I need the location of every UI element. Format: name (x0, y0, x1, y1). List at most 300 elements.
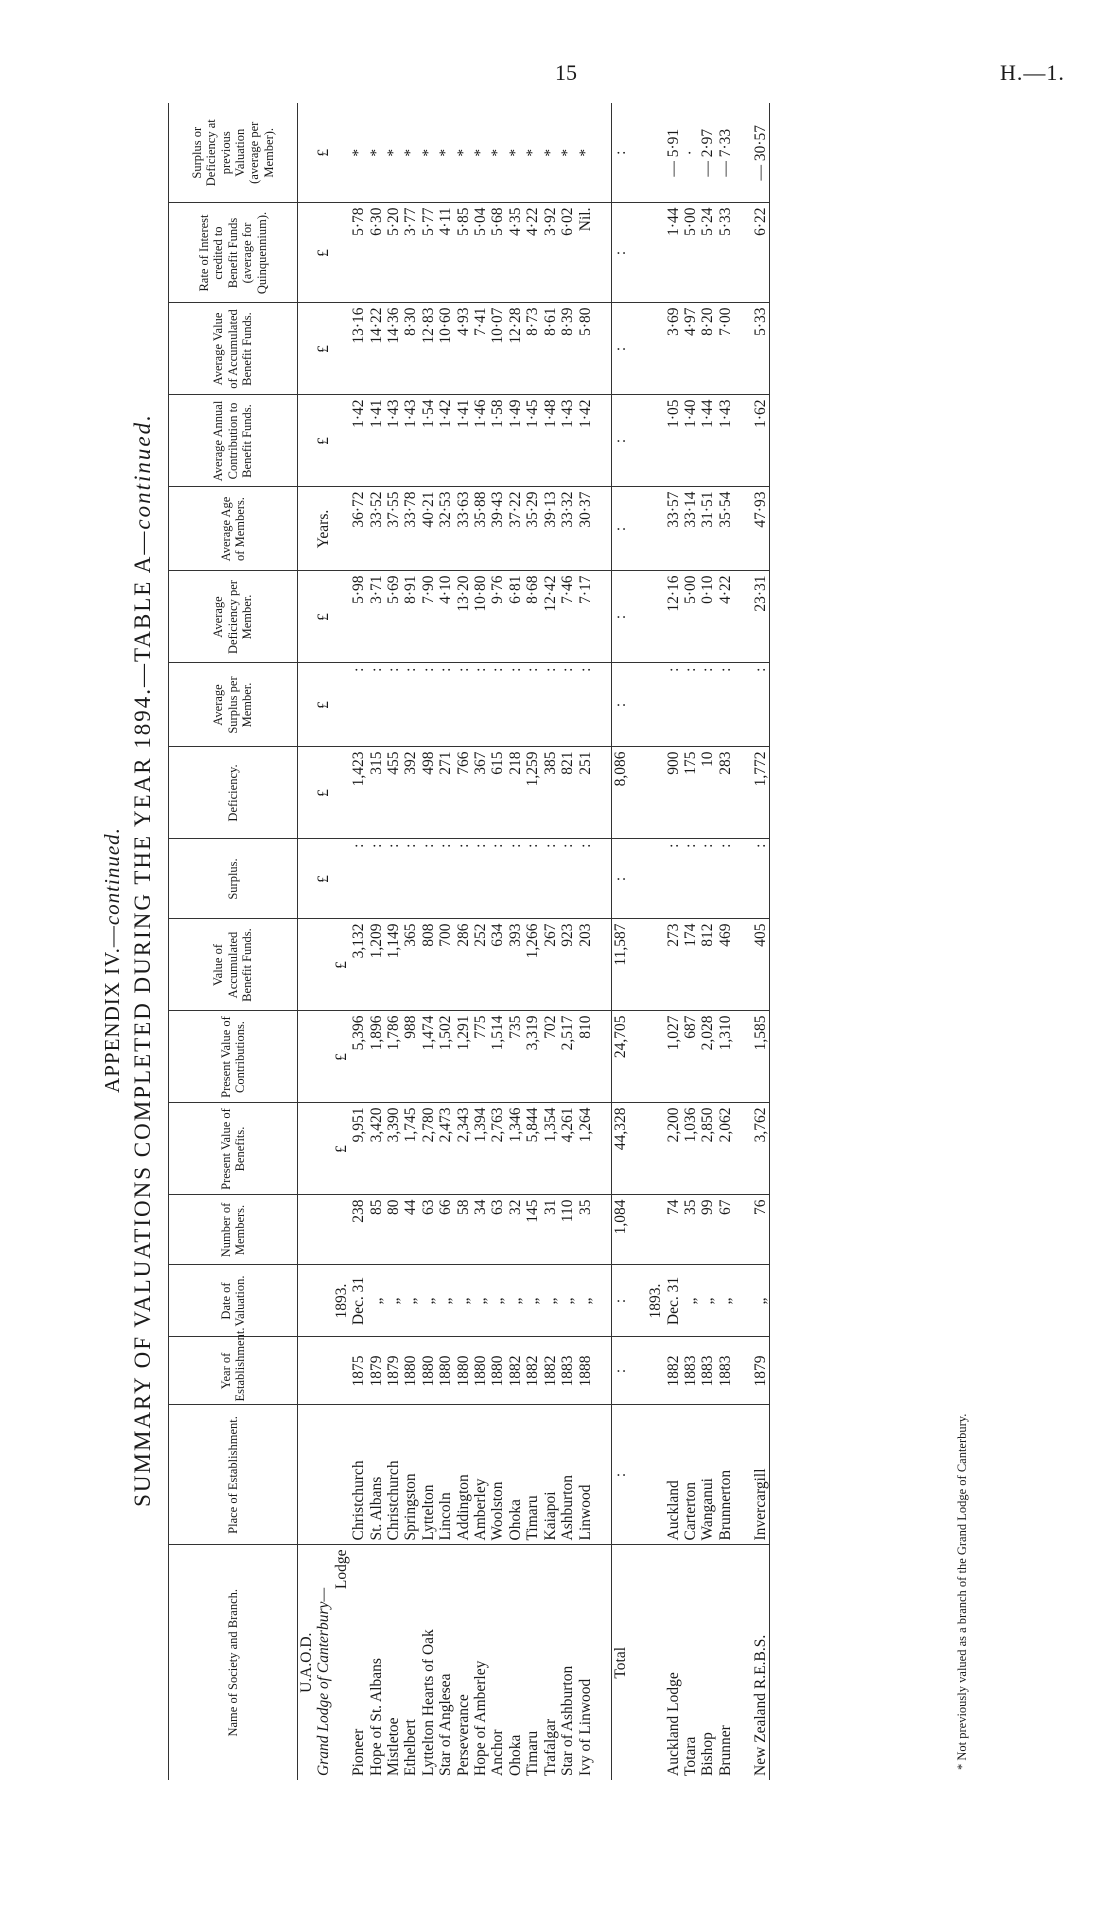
branch-row (577, 103, 594, 1780)
contributions-value: 702 (542, 1011, 559, 1103)
valuation-date: Dec. 31 (350, 1265, 367, 1337)
empty-cell (734, 1103, 751, 1195)
valuation-date: „ (489, 1265, 506, 1337)
total-year: : (612, 1337, 630, 1405)
avg-age: 37·55 (385, 487, 402, 571)
benefits-value: 2,763 (489, 1103, 506, 1195)
contributions-value: 1,514 (489, 1011, 506, 1103)
rotated-table-page (100, 119, 1000, 1780)
empty-cell (734, 1011, 751, 1103)
year: 1880 (402, 1337, 419, 1405)
grand-lodge-row (315, 103, 332, 1780)
deficiency: 615 (489, 747, 506, 839)
deficiency: 455 (385, 747, 402, 839)
contributions-value: 810 (577, 1011, 594, 1103)
empty-cell (594, 747, 612, 839)
col-members: Number of Members. (169, 1195, 298, 1265)
benefits-value: 5,844 (524, 1103, 541, 1195)
funds-value: 286 (455, 919, 472, 1011)
total-empty: : (612, 571, 630, 663)
total-empty: : (612, 203, 630, 303)
avg-funds: 13·16 (350, 303, 367, 395)
document-reference: H.—1. (1000, 60, 1065, 85)
contributions-value: 1,585 (752, 1011, 770, 1103)
col-year: Year of Establishment. (169, 1337, 298, 1405)
empty-cell (630, 1011, 647, 1103)
funds-value: 469 (717, 919, 734, 1011)
avg-annual: 1·44 (699, 395, 716, 487)
branch-row (559, 103, 576, 1780)
surplus: : (752, 839, 770, 919)
branch-row (542, 103, 559, 1780)
branch-row (402, 103, 419, 1780)
table-body (298, 103, 770, 1780)
avg-funds: 10·07 (489, 303, 506, 395)
place: Addington (455, 1405, 472, 1545)
branch-row (489, 103, 506, 1780)
year: 1883 (682, 1337, 699, 1405)
empty-cell (594, 839, 612, 919)
avg-annual: 1·40 (682, 395, 699, 487)
deficiency: 218 (507, 747, 524, 839)
page-number: 15 (555, 60, 577, 85)
unit-annual: £ (315, 395, 332, 487)
empty-cell (647, 1011, 664, 1103)
empty-cell (647, 395, 664, 487)
contributions-value: 1,502 (437, 1011, 454, 1103)
members: 145 (524, 1195, 541, 1265)
branch-row (472, 103, 489, 1780)
unit-benefits: £ (333, 1103, 350, 1195)
empty-cell (647, 571, 664, 663)
avg-age: 33·14 (682, 487, 699, 571)
avg-annual: 1·43 (717, 395, 734, 487)
deficiency: 821 (559, 747, 576, 839)
benefits-value: 2,850 (699, 1103, 716, 1195)
benefits-value: 9,951 (350, 1103, 367, 1195)
avg-surplus: : (472, 663, 489, 747)
empty-cell (630, 1337, 647, 1405)
unit-avg-deficiency: £ (315, 571, 332, 663)
members: 74 (665, 1195, 682, 1265)
avg-annual: 1·45 (524, 395, 541, 487)
avg-surplus: : (577, 663, 594, 747)
deficiency: 175 (682, 747, 699, 839)
year: 1880 (455, 1337, 472, 1405)
valuation-date: „ (699, 1265, 716, 1337)
auckland-date-row (647, 103, 664, 1780)
previous-valuation: * (455, 103, 472, 203)
interest-rate: 5·77 (420, 203, 437, 303)
spacer-row (594, 103, 612, 1780)
benefits-value: 4,261 (559, 1103, 576, 1195)
surplus: : (402, 839, 419, 919)
avg-funds: 8·61 (542, 303, 559, 395)
avg-deficiency: 3·71 (368, 571, 385, 663)
funds-value: 273 (665, 919, 682, 1011)
surplus: : (665, 839, 682, 919)
benefits-value: 1,745 (402, 1103, 419, 1195)
empty-cell (594, 919, 612, 1011)
avg-surplus: : (524, 663, 541, 747)
avg-funds: 8·20 (699, 303, 716, 395)
col-funds: Value of Accumulated Benefit Funds. (169, 919, 298, 1011)
funds-value: 1,149 (385, 919, 402, 1011)
avg-deficiency: 7·46 (559, 571, 576, 663)
total-place: : (612, 1405, 630, 1545)
place: St. Albans (368, 1405, 385, 1545)
previous-valuation: * (402, 103, 419, 203)
benefits-value: 3,420 (368, 1103, 385, 1195)
empty-cell (630, 303, 647, 395)
deficiency: 766 (455, 747, 472, 839)
empty-cell (594, 1195, 612, 1265)
col-society: Name of Society and Branch. (169, 1545, 298, 1780)
funds-value: 3,132 (350, 919, 367, 1011)
branch-row (507, 103, 524, 1780)
empty-cell (594, 663, 612, 747)
col-previous: Surplus or Deficiency at previous Valuation (average per Member). (169, 103, 298, 203)
valuation-date: „ (559, 1265, 576, 1337)
avg-age: 47·93 (752, 487, 770, 571)
total-empty: : (612, 663, 630, 747)
branch-name: Hope of Amberley (472, 1660, 490, 1776)
previous-valuation: * (368, 103, 385, 203)
avg-annual: 1·48 (542, 395, 559, 487)
previous-valuation: * (472, 103, 489, 203)
deficiency: 900 (665, 747, 682, 839)
funds-value: 808 (420, 919, 437, 1011)
avg-deficiency: 10·80 (472, 571, 489, 663)
empty-cell (630, 1405, 647, 1545)
avg-funds: 4·97 (682, 303, 699, 395)
valuation-date: „ (752, 1265, 770, 1337)
empty-cell (594, 203, 612, 303)
col-date: Date of Valuation. (169, 1265, 298, 1337)
benefits-value: 2,062 (717, 1103, 734, 1195)
avg-age: 33·52 (368, 487, 385, 571)
avg-deficiency: 0·10 (699, 571, 716, 663)
funds-value: 923 (559, 919, 576, 1011)
branch-row (368, 103, 385, 1780)
avg-annual: 1·42 (437, 395, 454, 487)
interest-rate: 5·78 (350, 203, 367, 303)
surplus: : (420, 839, 437, 919)
col-interest: Rate of Interest credited to Benefit Funds (average for Quinquennium). (169, 203, 298, 303)
total-surplus: : (612, 839, 630, 919)
empty-cell (594, 303, 612, 395)
benefits-value: 3,390 (385, 1103, 402, 1195)
valuation-date: „ (472, 1265, 489, 1337)
branch-name: Pioneer (350, 1728, 368, 1776)
empty-cell (647, 487, 664, 571)
place: Auckland (665, 1405, 682, 1545)
unit-avg-surplus: £ (315, 663, 332, 747)
branch-row (717, 103, 734, 1780)
avg-surplus: : (507, 663, 524, 747)
place: Woolston (489, 1405, 506, 1545)
unit-surplus: £ (315, 839, 332, 919)
place: Ohoka (507, 1405, 524, 1545)
funds-value: 174 (682, 919, 699, 1011)
avg-age: 39·43 (489, 487, 506, 571)
empty-cell (647, 839, 664, 919)
previous-valuation: * (577, 103, 594, 203)
empty-cell (630, 663, 647, 747)
empty-cell (647, 1103, 664, 1195)
interest-rate: 6·30 (368, 203, 385, 303)
members: 110 (559, 1195, 576, 1265)
avg-deficiency: 4·22 (717, 571, 734, 663)
empty-cell (594, 395, 612, 487)
previous-valuation: — 5·91 (665, 103, 682, 203)
benefits-value: 2,200 (665, 1103, 682, 1195)
interest-rate: 6·22 (752, 203, 770, 303)
avg-age: 36·72 (350, 487, 367, 571)
deficiency: 271 (437, 747, 454, 839)
empty-cell (647, 103, 664, 203)
avg-surplus: : (402, 663, 419, 747)
empty-cell (734, 1405, 751, 1545)
year: 1883 (699, 1337, 716, 1405)
place: Ashburton (559, 1405, 576, 1545)
avg-funds: 8·30 (402, 303, 419, 395)
empty-cell (630, 1545, 647, 1780)
empty-cell (647, 663, 664, 747)
avg-funds: 10·60 (437, 303, 454, 395)
branch-name: Brunner (716, 1725, 734, 1776)
contributions-value: 2,028 (699, 1011, 716, 1103)
branch-name: Lyttelton Hearts of Oak (419, 1629, 437, 1776)
empty-cell (594, 1337, 612, 1405)
avg-funds: 7·41 (472, 303, 489, 395)
deficiency: 315 (368, 747, 385, 839)
avg-surplus: : (489, 663, 506, 747)
surplus: : (350, 839, 367, 919)
branch-name: Bishop (699, 1732, 717, 1776)
place: Timaru (524, 1405, 541, 1545)
empty-cell (594, 1011, 612, 1103)
surplus: : (524, 839, 541, 919)
empty-cell (630, 103, 647, 203)
avg-annual: 1·41 (368, 395, 385, 487)
total-benefits: 44,328 (612, 1103, 630, 1195)
avg-surplus: : (350, 663, 367, 747)
contributions-value: 1,896 (368, 1011, 385, 1103)
branch-name: Ethelbert (402, 1719, 420, 1776)
valuation-date: „ (455, 1265, 472, 1337)
empty-cell (734, 1337, 751, 1405)
branch-name: Ohoka (506, 1734, 524, 1776)
year: 1883 (717, 1337, 734, 1405)
interest-rate: Nil. (577, 203, 594, 303)
title-continued: continued. (130, 413, 155, 530)
place: Springston (402, 1405, 419, 1545)
grand-lodge-label: Grand Lodge of Canterbury— (315, 1587, 333, 1776)
contributions-value: 1,310 (717, 1011, 734, 1103)
interest-rate: 5·24 (699, 203, 716, 303)
interest-rate: 5·68 (489, 203, 506, 303)
funds-value: 634 (489, 919, 506, 1011)
lodge-word: Lodge (332, 1549, 350, 1590)
empty-cell (594, 1265, 612, 1337)
contributions-value: 1,027 (665, 1011, 682, 1103)
empty-cell (630, 839, 647, 919)
title-main: SUMMARY OF VALUATIONS COMPLETED DURING THE YEAR 1894.—TABLE A— (130, 529, 155, 1507)
empty-cell (594, 571, 612, 663)
total-funds: 11,587 (612, 919, 630, 1011)
empty-cell (734, 1195, 751, 1265)
appendix-heading (100, 140, 125, 1780)
year: 1875 (350, 1337, 367, 1405)
header-row (169, 103, 298, 1780)
empty-cell (647, 1545, 664, 1780)
avg-age: 35·29 (524, 487, 541, 571)
members: 80 (385, 1195, 402, 1265)
avg-annual: 1·05 (665, 395, 682, 487)
place: Lyttelton (420, 1405, 437, 1545)
empty-cell (630, 395, 647, 487)
empty-cell (594, 487, 612, 571)
surplus: : (717, 839, 734, 919)
previous-valuation: * (420, 103, 437, 203)
members: 32 (507, 1195, 524, 1265)
benefits-value: 1,346 (507, 1103, 524, 1195)
avg-annual: 1·42 (350, 395, 367, 487)
avg-surplus: : (752, 663, 770, 747)
avg-age: 40·21 (420, 487, 437, 571)
branch-name: Trafalgar (541, 1718, 559, 1776)
branch-name: Auckland Lodge (664, 1672, 682, 1776)
total-row (612, 103, 630, 1780)
empty-cell (647, 203, 664, 303)
interest-rate: 5·33 (717, 203, 734, 303)
empty-cell (734, 395, 751, 487)
avg-annual: 1·43 (559, 395, 576, 487)
interest-rate: 5·04 (472, 203, 489, 303)
benefits-value: 1,354 (542, 1103, 559, 1195)
surplus: : (437, 839, 454, 919)
avg-deficiency: 5·00 (682, 571, 699, 663)
empty-cell (647, 919, 664, 1011)
spacer-row (734, 103, 751, 1780)
total-label: Total (612, 1545, 630, 1780)
branch-name: Perseverance (454, 1694, 472, 1776)
deficiency: 1,772 (752, 747, 770, 839)
avg-age: 31·51 (699, 487, 716, 571)
total-date: : (612, 1265, 630, 1337)
place: Invercargill (752, 1405, 770, 1545)
empty-cell (630, 487, 647, 571)
canterbury-date-year: 1893. (333, 1265, 350, 1337)
branch-row (665, 103, 682, 1780)
avg-funds: 8·39 (559, 303, 576, 395)
benefits-value: 1,264 (577, 1103, 594, 1195)
col-avg-age: Average Age of Members. (169, 487, 298, 571)
total-contributions: 24,705 (612, 1011, 630, 1103)
empty-cell (630, 571, 647, 663)
col-deficiency: Deficiency. (169, 747, 298, 839)
branch-name: Anchor (489, 1729, 507, 1776)
branch-name: New Zealand R.E.B.S. (752, 1545, 770, 1780)
deficiency: 392 (402, 747, 419, 839)
avg-deficiency: 4·10 (437, 571, 454, 663)
avg-deficiency: 8·91 (402, 571, 419, 663)
deficiency: 498 (420, 747, 437, 839)
avg-surplus: : (665, 663, 682, 747)
previous-valuation: * (507, 103, 524, 203)
col-avg-deficiency: Average Deficiency per Member. (169, 571, 298, 663)
deficiency: 10 (699, 747, 716, 839)
funds-value: 252 (472, 919, 489, 1011)
footnote: * Not previously valued as a branch of the Grand Lodge of Canterbury. (955, 1413, 969, 1770)
valuation-date: „ (385, 1265, 402, 1337)
empty-cell (630, 919, 647, 1011)
members: 34 (472, 1195, 489, 1265)
members: 44 (402, 1195, 419, 1265)
surplus: : (368, 839, 385, 919)
branch-name: Mistletoe (385, 1717, 403, 1776)
empty-cell (734, 663, 751, 747)
avg-deficiency: 23·31 (752, 571, 770, 663)
branch-name: Star of Ashburton (559, 1665, 577, 1776)
avg-surplus: : (717, 663, 734, 747)
benefits-value: 1,036 (682, 1103, 699, 1195)
empty-cell (594, 103, 612, 203)
unit-funds: £ (333, 919, 350, 1011)
avg-surplus: : (368, 663, 385, 747)
avg-deficiency: 12·16 (665, 571, 682, 663)
previous-valuation: — 7·33 (717, 103, 734, 203)
place: Linwood (577, 1405, 594, 1545)
avg-surplus: : (682, 663, 699, 747)
surplus: : (682, 839, 699, 919)
benefits-value: 2,780 (420, 1103, 437, 1195)
branch-row (682, 103, 699, 1780)
members: 99 (699, 1195, 716, 1265)
avg-deficiency: 9·76 (489, 571, 506, 663)
members: 35 (682, 1195, 699, 1265)
previous-valuation: * (542, 103, 559, 203)
year: 1880 (437, 1337, 454, 1405)
avg-deficiency: 12·42 (542, 571, 559, 663)
col-surplus: Surplus. (169, 839, 298, 919)
interest-rate: 5·20 (385, 203, 402, 303)
funds-value: 812 (699, 919, 716, 1011)
empty-cell (630, 1103, 647, 1195)
year: 1883 (559, 1337, 576, 1405)
empty-cell (734, 1265, 751, 1337)
benefits-value: 3,762 (752, 1103, 770, 1195)
contributions-value: 687 (682, 1011, 699, 1103)
contributions-value: 3,319 (524, 1011, 541, 1103)
previous-valuation: * (489, 103, 506, 203)
avg-deficiency: 6·81 (507, 571, 524, 663)
contributions-value: 988 (402, 1011, 419, 1103)
branch-name: Star of Anglesea (437, 1673, 455, 1776)
lodge-word-row (333, 103, 350, 1780)
unit-age: Years. (315, 487, 332, 571)
branch-name: Ivy of Linwood (576, 1678, 594, 1776)
avg-age: 30·37 (577, 487, 594, 571)
avg-annual: 1·41 (455, 395, 472, 487)
empty-cell (734, 1545, 751, 1780)
empty-cell (647, 303, 664, 395)
interest-rate: 6·02 (559, 203, 576, 303)
col-contributions: Present Value of Contributions. (169, 1011, 298, 1103)
surplus: : (577, 839, 594, 919)
empty-cell (734, 203, 751, 303)
